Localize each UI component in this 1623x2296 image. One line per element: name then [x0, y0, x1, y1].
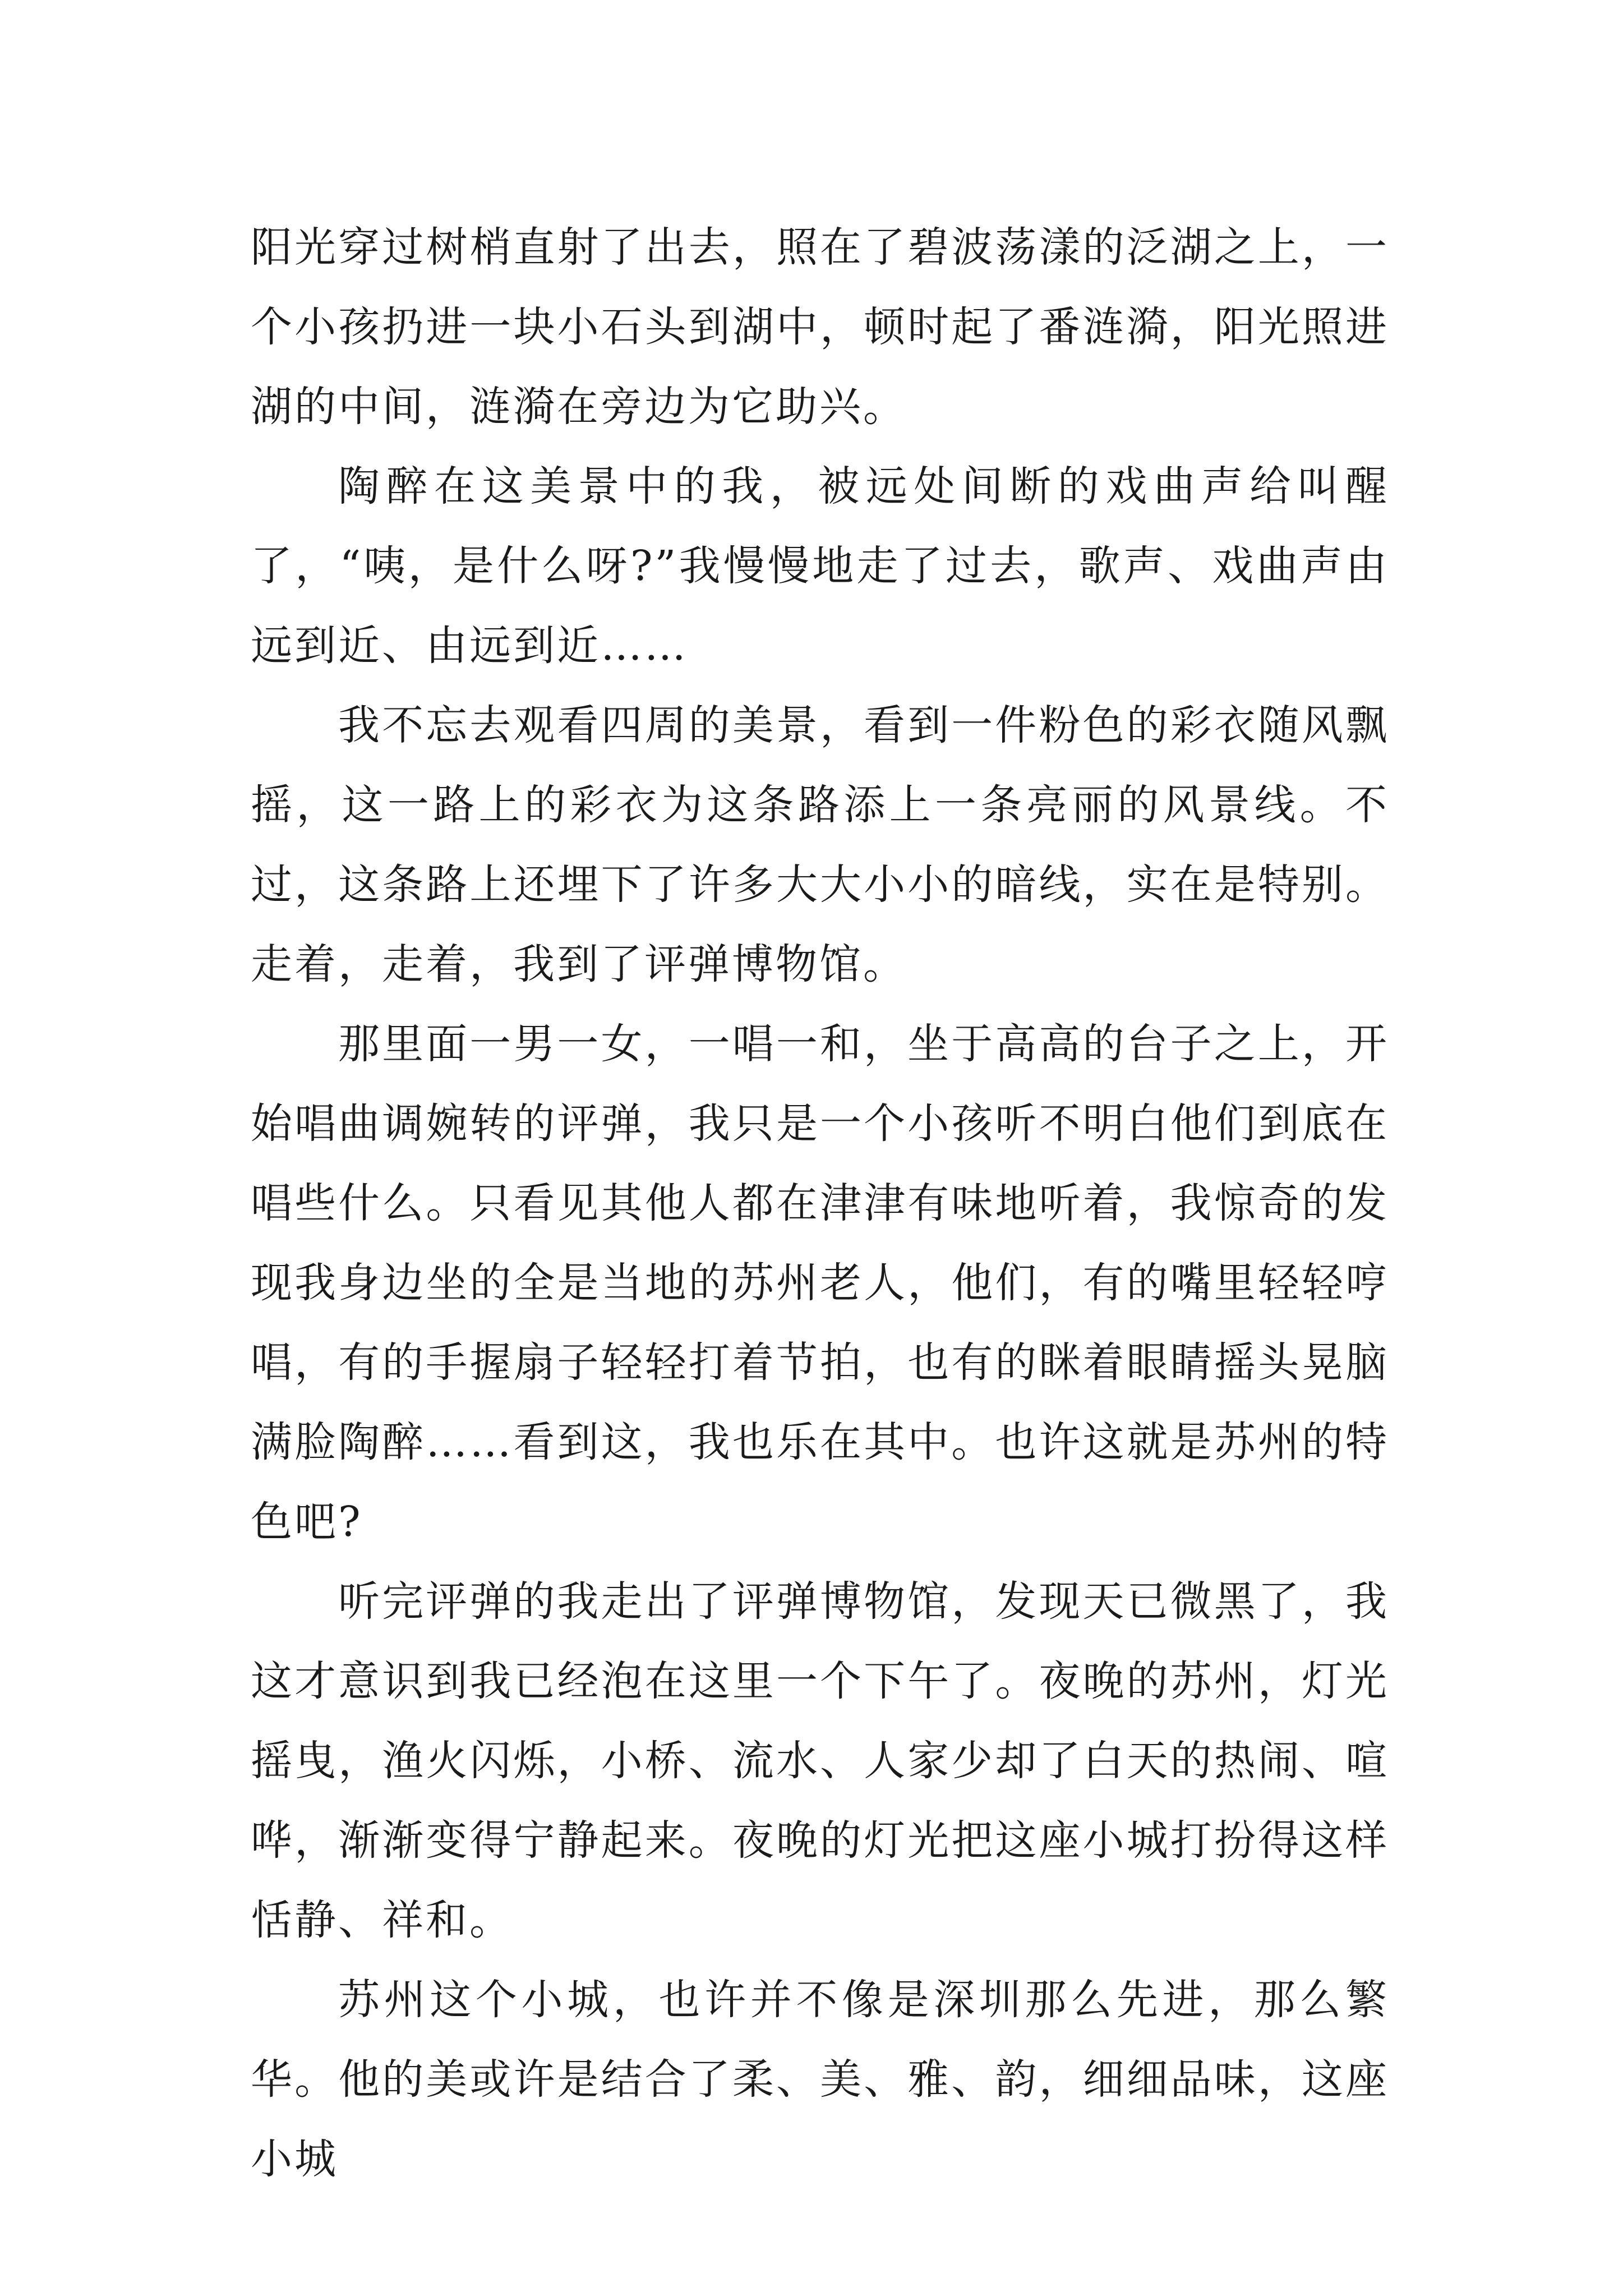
paragraph-5: 听完评弹的我走出了评弹博物馆，发现天已微黑了，我这才意识到我已经泡在这里一个下午了。夜晚的苏州，灯光摇曳，渔火闪烁，小桥、流水、人家少却了白天的热闹、喧哗，渐渐变得宁静起来。夜晚的灯光把这座小城打扮得这样恬静、祥和。 — [251, 1577, 1389, 1944]
document-body — [251, 208, 1389, 2199]
paragraph-1: 阳光穿过树梢直射了出去，照在了碧波荡漾的泛湖之上，一个小孩扔进一块小石头到湖中，顿时起了番涟漪，阳光照进湖的中间，涟漪在旁边为它助兴。 — [251, 223, 1389, 431]
paragraph-6: 苏州这个小城，也许并不像是深圳那么先进，那么繁华。他的美或许是结合了柔、美、雅、韵，细细品味，这座小城 — [251, 1976, 1389, 2183]
paragraph-2: 陶醉在这美景中的我，被远处间断的戏曲声给叫醒了，“咦，是什么呀?”我慢慢地走了过去，歌声、戏曲声由远到近、由远到近…… — [251, 462, 1389, 670]
paragraph-3: 我不忘去观看四周的美景，看到一件粉色的彩衣随风飘摇，这一路上的彩衣为这条路添上一条亮丽的风景线。不过，这条路上还埋下了许多大大小小的暗线，实在是特别。走着，走着，我到了评弹博物馆。 — [251, 701, 1389, 988]
paragraph-4: 那里面一男一女，一唱一和，坐于高高的台子之上，开始唱曲调婉转的评弹，我只是一个小孩听不明白他们到底在唱些什么。只看见其他人都在津津有味地听着，我惊奇的发现我身边坐的全是当地的苏州老人，他们，有的嘴里轻轻哼唱，有的手握扇子轻轻打着节拍，也有的眯着眼睛摇头晃脑满脸陶醉……看到这，我也乐在其中。也许这就是苏州的特色吧? — [251, 1020, 1389, 1546]
